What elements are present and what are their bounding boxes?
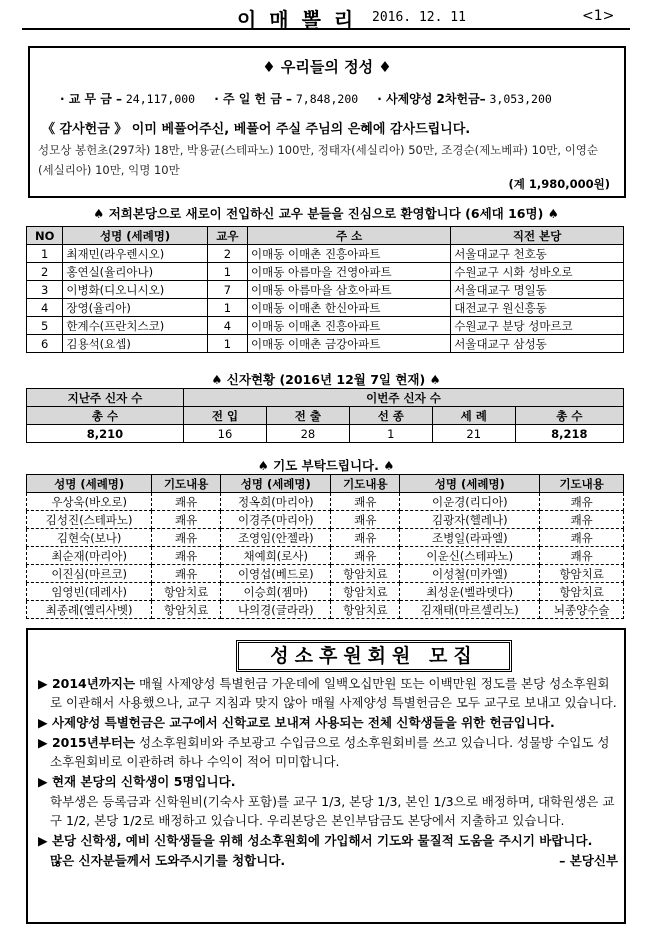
table-cell: 홍연실(율리아나) <box>63 263 207 281</box>
prayer-name: 이진심(마르코) <box>27 565 152 583</box>
prayer-name: 이승희(젬마) <box>221 583 331 601</box>
page-number: <1> <box>582 8 615 24</box>
table-row <box>27 547 624 565</box>
table-cell: 4 <box>27 299 63 317</box>
table-cell: 1 <box>207 263 247 281</box>
column-header: 성명 (세례명) <box>400 475 540 493</box>
table-cell: 대전교구 원신흥동 <box>451 299 624 317</box>
recruit-closing <box>38 851 618 870</box>
prayer-name: 이운신(스테파노) <box>400 547 540 565</box>
recruit-paragraph <box>38 772 618 791</box>
prayer-request: 쾌유 <box>540 529 624 547</box>
table-cell: 서울대교구 명일동 <box>451 281 624 299</box>
table-row <box>27 601 624 619</box>
status-heading: ♠ 신자현황 (2016년 12월 7일 현재) ♠ <box>211 372 441 387</box>
table-cell: 1 <box>27 245 63 263</box>
column-header: 성명 (세례명) <box>221 475 331 493</box>
column-header: 기도내용 <box>152 475 221 493</box>
prayer-name: 조영임(안젤라) <box>221 529 331 547</box>
prayer-name: 임영빈(데레사) <box>27 583 152 601</box>
table-cell: 김용석(요셉) <box>63 335 207 353</box>
status-value: 8,210 <box>27 425 184 443</box>
recruit-paragraph <box>38 733 618 771</box>
bulletin-date: 2016. 12. 11 <box>372 10 466 25</box>
table-header-row <box>27 227 624 245</box>
table-cell: 한계수(프란치스코) <box>63 317 207 335</box>
prayer-name: 나의경(글라라) <box>221 601 331 619</box>
prayer-request: 항암치료 <box>331 601 400 619</box>
column-header: 성명 (세례명) <box>27 475 152 493</box>
offering-label: · 사제양성 2차헌금– <box>377 92 486 106</box>
table-row <box>27 565 624 583</box>
recruit-bold-text: ▶ 사제양성 특별헌금은 교구에서 신학교로 보내져 사용되는 전체 신학생들을 위한 헌금입니다. <box>38 715 555 730</box>
status-column-header: 총 수 <box>515 407 623 425</box>
prayer-request: 쾌유 <box>331 493 400 511</box>
table-cell: 수원교구 분당 성마르코 <box>451 317 624 335</box>
prayer-request: 쾌유 <box>152 547 221 565</box>
status-value: 28 <box>266 425 349 443</box>
prayer-name: 이경주(마리아) <box>221 511 331 529</box>
table-cell: 6 <box>27 335 63 353</box>
prayer-table <box>26 474 624 619</box>
status-column-header: 전 입 <box>184 407 267 425</box>
prayer-request: 쾌유 <box>331 529 400 547</box>
prayer-request: 뇌종양수술 <box>540 601 624 619</box>
bulletin-title: 이 매 뽈 리 <box>237 8 357 32</box>
column-header: 직전 본당 <box>451 227 624 245</box>
offering-label: · 주 일 헌 금 – <box>214 92 293 106</box>
offering-value: 24,117,000 <box>125 92 196 106</box>
prayer-name: 최성운(벨라뎃다) <box>400 583 540 601</box>
prayer-name: 우상욱(바오로) <box>27 493 152 511</box>
signature: – 본당신부 <box>559 853 618 868</box>
table-cell: 수원교구 시화 성바오로 <box>451 263 624 281</box>
donor-list: 성모상 봉헌초(297차) 18만, 박용균(스테파노) 100만, 정태자(세실리아) 50만, 조경순(제노베파) 10만, 이영순(세실리아) 10만, 익명 10만 <box>38 143 599 177</box>
table-row <box>27 335 624 353</box>
column-header: 기도내용 <box>331 475 400 493</box>
table-cell: 5 <box>27 317 63 335</box>
prayer-name: 김광자(헬레나) <box>400 511 540 529</box>
recruit-text: 매월 사제양성 특별헌금 가운데에 일백오십만원 또는 이백만원 정도를 본당 성소후원회로 이관해서 사용했으나, 교구 지침과 맞지 않아 매월 사제양성 특별헌금은 모두 교구로 보내고 있습니다. <box>50 676 617 710</box>
prayer-request: 쾌유 <box>152 565 221 583</box>
table-cell: 1 <box>207 299 247 317</box>
prayer-request: 항암치료 <box>331 583 400 601</box>
bulletin-header <box>22 4 630 32</box>
status-column-header: 총 수 <box>27 407 184 425</box>
table-cell: 3 <box>27 281 63 299</box>
offering-value: 3,053,200 <box>489 92 552 106</box>
table-cell: 이매동 아름마을 건영아파트 <box>247 263 450 281</box>
this-week-header: 이번주 신자 수 <box>184 389 624 407</box>
recruit-paragraph <box>38 713 618 732</box>
closing-text: 많은 신자분들께서 도와주시기를 청합니다. <box>50 853 286 868</box>
table-cell: 이병화(디오니시오) <box>63 281 207 299</box>
vocation-recruit-box <box>26 628 626 924</box>
prayer-request: 쾌유 <box>152 529 221 547</box>
table-cell: 장영(율리아) <box>63 299 207 317</box>
offering-box <box>28 46 626 198</box>
table-cell: 최재민(라우렌시오) <box>63 245 207 263</box>
prayer-request: 쾌유 <box>331 511 400 529</box>
recruit-text: 성소후원회비와 주보광고 수입금으로 성소후원회비를 쓰고 있습니다. 성물방 수입도 성소후원회비로 이관하려 하나 수익이 적어 미미합니다. <box>50 735 610 769</box>
recruit-paragraph <box>38 674 618 712</box>
prayer-request: 쾌유 <box>540 493 624 511</box>
thanks-heading: 《 감사헌금 》 이미 베풀어주신, 베풀어 주실 주님의 은혜에 감사드립니다. <box>42 122 471 137</box>
recruit-bold-lead: ▶ 2014년까지는 <box>38 676 136 691</box>
table-cell: 이매동 이매촌 진흥아파트 <box>247 245 450 263</box>
recruit-bold-text: ▶ 본당 신학생, 예비 신학생들을 위해 성소후원회에 가입해서 기도와 물질적 도움을 주시기 바랍니다. <box>38 833 593 848</box>
prayer-request: 쾌유 <box>331 547 400 565</box>
table-row <box>27 317 624 335</box>
column-header: NO <box>27 227 63 245</box>
table-row <box>27 245 624 263</box>
recruit-paragraph <box>38 831 618 850</box>
prayer-name: 김성진(스테파노) <box>27 511 152 529</box>
status-table <box>26 388 624 443</box>
table-cell: 이매동 이매촌 한신아파트 <box>247 299 450 317</box>
prayer-name: 김현숙(보나) <box>27 529 152 547</box>
offering-title: ♦ 우리들의 정성 ♦ <box>262 58 392 76</box>
recruit-bold-text: ▶ 현재 본당의 신학생이 5명입니다. <box>38 774 236 789</box>
recruit-paragraph: 학부생은 등록금과 신학원비(기숙사 포함)를 교구 1/3, 본당 1/3, 본인 1/3으로 배정하며, 대학원생은 교구 1/2, 본당 1/2로 배정하고 있습니다. 우리본당은 본인부담금도 본당에서 지출하고 있습니다. <box>50 794 615 828</box>
offering-stats <box>60 90 552 107</box>
table-cell: 1 <box>207 335 247 353</box>
prayer-request: 쾌유 <box>540 547 624 565</box>
table-row <box>27 281 624 299</box>
table-cell: 이매동 이매촌 금강아파트 <box>247 335 450 353</box>
table-row <box>27 299 624 317</box>
prayer-request: 쾌유 <box>152 511 221 529</box>
recruit-bold-lead: ▶ 2015년부터는 <box>38 735 136 750</box>
prayer-name: 최순재(마리아) <box>27 547 152 565</box>
table-header-row <box>27 475 624 493</box>
status-value: 21 <box>432 425 515 443</box>
prayer-request: 쾌유 <box>152 493 221 511</box>
table-cell: 4 <box>207 317 247 335</box>
prayer-request: 항암치료 <box>152 583 221 601</box>
newcomers-heading: ♠ 저희본당으로 새로이 전입하신 교우 분들을 진심으로 환영합니다 (6세대 16명) ♠ <box>93 206 559 221</box>
prayer-request: 항암치료 <box>540 565 624 583</box>
prayer-name: 이영섭(베드로) <box>221 565 331 583</box>
table-cell: 2 <box>27 263 63 281</box>
table-row <box>27 583 624 601</box>
table-cell: 2 <box>207 245 247 263</box>
prayer-request: 항암치료 <box>152 601 221 619</box>
prayer-name: 이운경(리디아) <box>400 493 540 511</box>
column-header: 성명 (세례명) <box>63 227 207 245</box>
prayer-name: 이성철(미카엘) <box>400 565 540 583</box>
prayer-request: 항암치료 <box>540 583 624 601</box>
column-header: 주 소 <box>247 227 450 245</box>
prayer-name: 정옥희(마리아) <box>221 493 331 511</box>
column-header: 기도내용 <box>540 475 624 493</box>
prayer-heading: ♠ 기도 부탁드립니다. ♠ <box>257 458 395 473</box>
prayer-request: 쾌유 <box>540 511 624 529</box>
table-row <box>27 263 624 281</box>
status-column-header: 선 종 <box>349 407 432 425</box>
prayer-request: 항암치료 <box>331 565 400 583</box>
table-cell: 이매동 이매촌 진흥아파트 <box>247 317 450 335</box>
table-row <box>27 511 624 529</box>
prayer-name: 김재태(마르셀리노) <box>400 601 540 619</box>
table-cell: 7 <box>207 281 247 299</box>
prayer-name: 최종례(엘리사벳) <box>27 601 152 619</box>
prayer-name: 채예희(로사) <box>221 547 331 565</box>
prayer-name: 조병일(라파엘) <box>400 529 540 547</box>
status-value: 8,218 <box>515 425 623 443</box>
status-value: 16 <box>184 425 267 443</box>
recruit-banner: 성소후원회원 모집 <box>236 640 512 672</box>
newcomers-table <box>26 226 624 353</box>
last-week-header: 지난주 신자 수 <box>27 389 184 407</box>
table-cell: 이매동 아름마을 삼호아파트 <box>247 281 450 299</box>
status-value: 1 <box>349 425 432 443</box>
offering-label: · 교 무 금 – <box>60 92 123 106</box>
header-rule <box>22 28 630 30</box>
table-cell: 서울대교구 천호동 <box>451 245 624 263</box>
table-row <box>27 529 624 547</box>
offering-value: 7,848,200 <box>295 92 359 106</box>
table-cell: 서울대교구 삼성동 <box>451 335 624 353</box>
table-row <box>27 493 624 511</box>
column-header: 교우 <box>207 227 247 245</box>
status-column-header: 전 출 <box>266 407 349 425</box>
donation-total: (계 1,980,000원) <box>508 177 610 191</box>
status-column-header: 세 례 <box>432 407 515 425</box>
